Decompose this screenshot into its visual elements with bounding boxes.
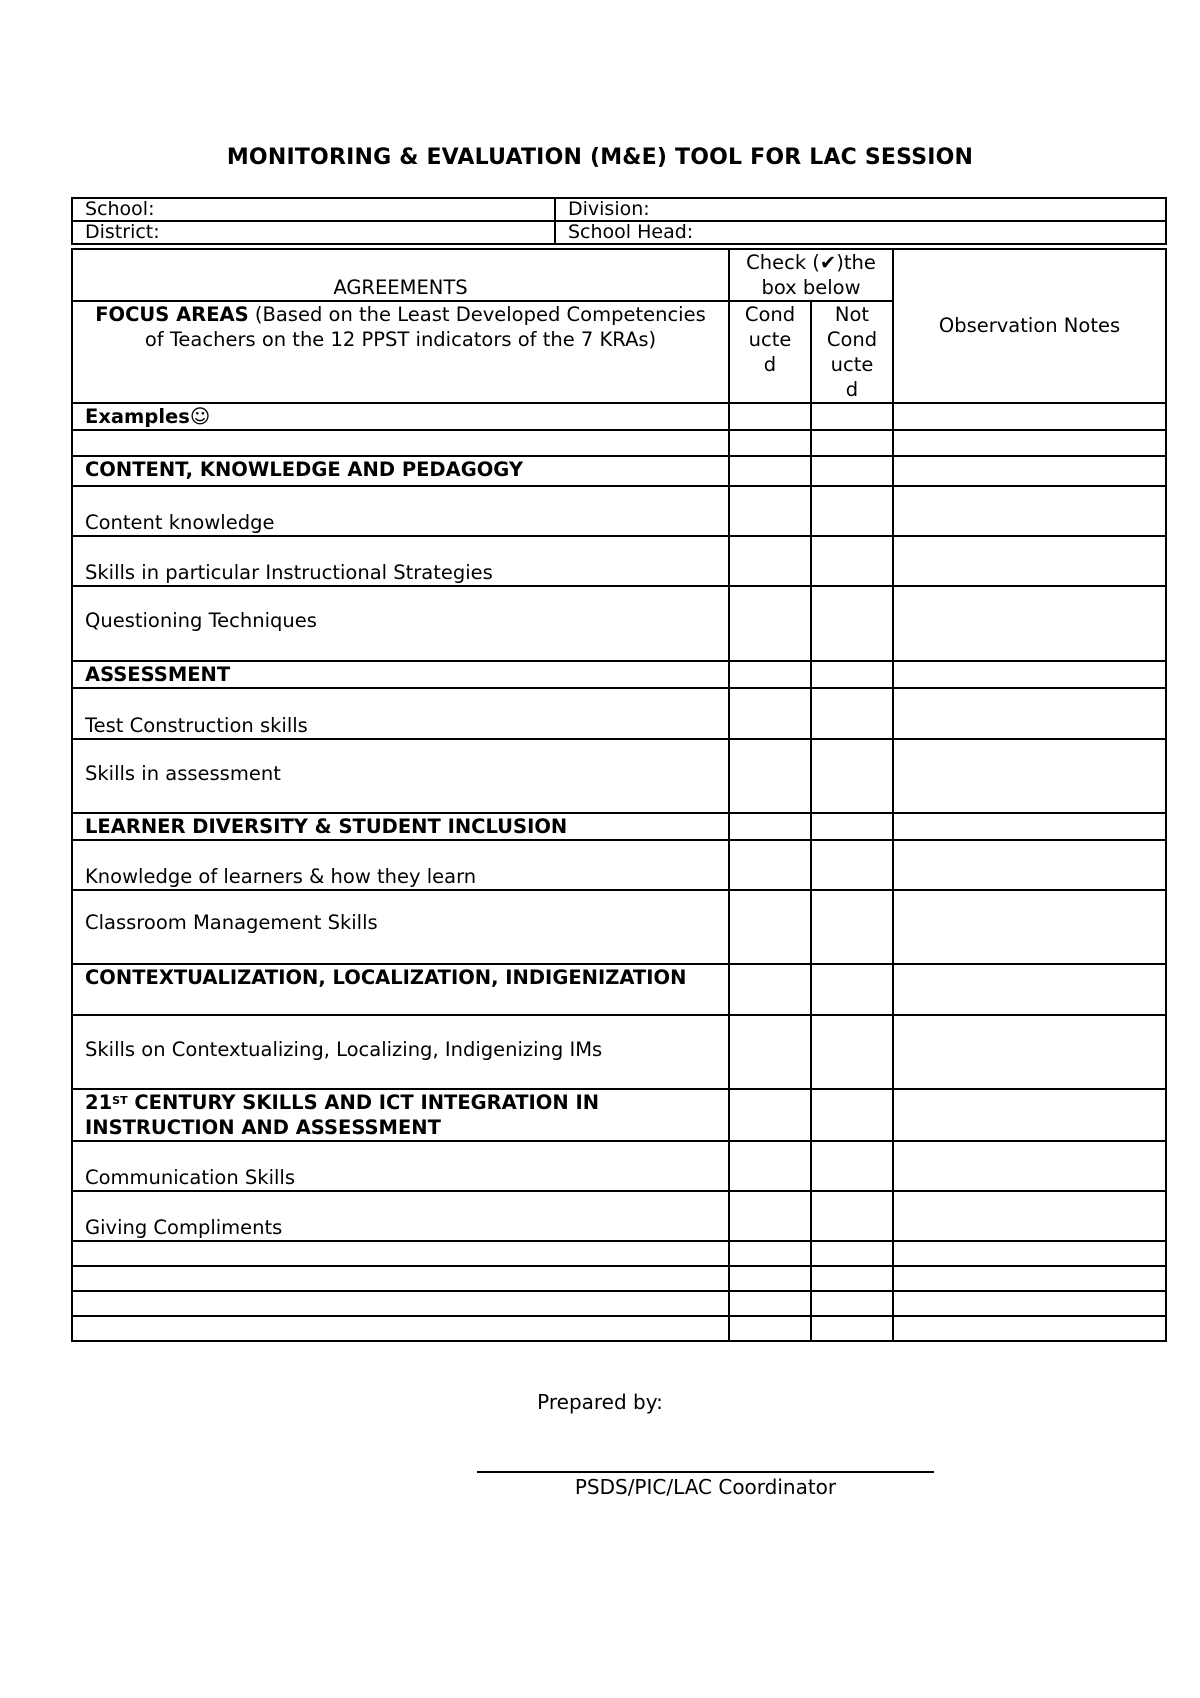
table-row [72,739,1166,813]
not-conducted-checkbox[interactable] [811,840,893,890]
table-row [72,430,1166,456]
not-conducted-checkbox[interactable] [811,661,893,688]
empty-cell[interactable] [72,1241,729,1266]
district-field[interactable]: District: [72,221,555,244]
not-conducted-checkbox[interactable] [811,403,893,430]
not-conducted-checkbox[interactable] [811,536,893,586]
check-header-line1: Check (✔)the [746,251,876,274]
observation-notes-cell[interactable] [893,890,1166,964]
focus-item: Communication Skills [72,1141,729,1191]
table-row [72,536,1166,586]
focus-item: Questioning Techniques [72,586,729,661]
not-conducted-checkbox[interactable] [811,1316,893,1341]
category-heading: CONTEXTUALIZATION, LOCALIZATION, INDIGENIZATION [72,964,729,1015]
agreements-header: AGREEMENTS [72,249,729,301]
empty-cell[interactable] [72,1266,729,1291]
table-row [72,890,1166,964]
not-conducted-checkbox[interactable] [811,890,893,964]
not-conducted-checkbox[interactable] [811,1191,893,1241]
table-row [72,1141,1166,1191]
conducted-checkbox[interactable] [729,890,811,964]
check-box-header [729,249,893,301]
school-info-table [71,197,1167,245]
conducted-checkbox[interactable] [729,1089,811,1141]
table-row [72,403,1166,430]
empty-cell [72,430,729,456]
signatory-role: PSDS/PIC/LAC Coordinator [574,1475,837,1499]
category-number: 21 [85,1091,113,1114]
observation-notes-header: Observation Notes [893,249,1166,403]
conducted-checkbox[interactable] [729,1191,811,1241]
table-row [72,688,1166,739]
page-title: MONITORING & EVALUATION (M&E) TOOL FOR LAC SESSION [226,145,974,170]
table-row [72,840,1166,890]
conducted-checkbox[interactable] [729,586,811,661]
not-conducted-checkbox[interactable] [811,586,893,661]
observation-notes-cell[interactable] [893,1291,1166,1316]
observation-notes-cell[interactable] [893,1015,1166,1089]
observation-notes-cell[interactable] [893,840,1166,890]
conducted-checkbox[interactable] [729,661,811,688]
conducted-line2: ucte [748,328,792,351]
table-row [72,964,1166,1015]
observation-notes-cell[interactable] [893,661,1166,688]
observation-notes-cell[interactable] [893,1241,1166,1266]
conducted-checkbox[interactable] [729,430,811,456]
conducted-checkbox[interactable] [729,688,811,739]
not-conducted-line4: d [845,378,859,401]
table-row [72,1266,1166,1291]
table-row [72,813,1166,840]
conducted-checkbox[interactable] [729,1015,811,1089]
category-ordinal: ST [112,1094,128,1107]
conducted-checkbox[interactable] [729,486,811,536]
conducted-checkbox[interactable] [729,403,811,430]
conducted-line1: Cond [744,303,796,326]
category-heading: LEARNER DIVERSITY & STUDENT INCLUSION [72,813,729,840]
focus-item: Giving Compliments [72,1191,729,1241]
focus-item: Classroom Management Skills [72,890,729,964]
conducted-header [729,301,811,403]
not-conducted-line3: ucte [830,353,874,376]
category-text: CENTURY SKILLS AND ICT INTEGRATION IN INSTRUCTION AND ASSESSMENT [85,1091,600,1139]
not-conducted-checkbox[interactable] [811,486,893,536]
focus-areas-header [72,301,729,403]
empty-cell[interactable] [72,1316,729,1341]
not-conducted-checkbox[interactable] [811,1241,893,1266]
table-row [72,456,1166,486]
not-conducted-checkbox[interactable] [811,1015,893,1089]
category-heading: ASSESSMENT [72,661,729,688]
not-conducted-checkbox[interactable] [811,1141,893,1191]
focus-item: Skills on Contextualizing, Localizing, Indigenizing IMs [72,1015,729,1089]
observation-notes-cell[interactable] [893,456,1166,486]
conducted-checkbox[interactable] [729,1241,811,1266]
not-conducted-checkbox[interactable] [811,1291,893,1316]
observation-notes-cell[interactable] [893,813,1166,840]
not-conducted-checkbox[interactable] [811,813,893,840]
school-head-field[interactable]: School Head: [555,221,1166,244]
focus-item: Skills in assessment [72,739,729,813]
check-header-line2: box below [761,276,861,299]
not-conducted-checkbox[interactable] [811,430,893,456]
observation-notes-cell[interactable] [893,964,1166,1015]
observation-notes-cell[interactable] [893,486,1166,536]
category-heading [72,1089,729,1141]
conducted-checkbox[interactable] [729,1141,811,1191]
observation-notes-cell[interactable] [893,1266,1166,1291]
conducted-checkbox[interactable] [729,536,811,586]
conducted-checkbox[interactable] [729,964,811,1015]
conducted-checkbox[interactable] [729,739,811,813]
prepared-by-text: Prepared by: [537,1390,663,1414]
table-row [72,1241,1166,1266]
division-field[interactable]: Division: [555,198,1166,221]
observation-notes-cell[interactable] [893,536,1166,586]
not-conducted-checkbox[interactable] [811,456,893,486]
signature-line[interactable] [477,1471,934,1473]
focus-item: Content knowledge [72,486,729,536]
table-row [72,586,1166,661]
not-conducted-checkbox[interactable] [811,688,893,739]
table-row [72,1316,1166,1341]
category-heading: CONTENT, KNOWLEDGE AND PEDAGOGY [72,456,729,486]
not-conducted-checkbox[interactable] [811,1266,893,1291]
school-field[interactable]: School: [72,198,555,221]
focus-item: Test Construction skills [72,688,729,739]
conducted-checkbox[interactable] [729,1291,811,1316]
not-conducted-checkbox[interactable] [811,739,893,813]
conducted-checkbox[interactable] [729,840,811,890]
focus-item: Skills in particular Instructional Strategies [72,536,729,586]
not-conducted-header [811,301,893,403]
observation-notes-cell[interactable] [893,1089,1166,1141]
conducted-checkbox[interactable] [729,1266,811,1291]
table-row [72,1015,1166,1089]
observation-notes-cell[interactable] [893,739,1166,813]
examples-label: Examples☺ [72,403,729,430]
focus-areas-description: (Based on the Least Developed Competencies of Teachers on the 12 PPST indicators of the 7 KRAs) [144,303,706,351]
table-row [72,1291,1166,1316]
observation-notes-cell[interactable] [893,430,1166,456]
focus-areas-label: FOCUS AREAS [95,303,249,326]
table-row [72,486,1166,536]
not-conducted-line1: Not [834,303,870,326]
not-conducted-checkbox[interactable] [811,964,893,1015]
empty-cell[interactable] [72,1291,729,1316]
conducted-checkbox[interactable] [729,1316,811,1341]
table-row [72,1191,1166,1241]
observation-notes-cell[interactable] [893,1316,1166,1341]
not-conducted-checkbox[interactable] [811,1089,893,1141]
observation-notes-cell[interactable] [893,586,1166,661]
observation-notes-cell[interactable] [893,403,1166,430]
prepared-by-label [0,1390,1200,1414]
table-row [72,661,1166,688]
not-conducted-line2: Cond [826,328,878,351]
focus-areas-table [71,248,1167,1342]
observation-notes-cell[interactable] [893,1141,1166,1191]
conducted-line3: d [763,353,777,376]
conducted-checkbox[interactable] [729,813,811,840]
observation-notes-cell[interactable] [893,688,1166,739]
observation-notes-cell[interactable] [893,1191,1166,1241]
focus-item: Knowledge of learners & how they learn [72,840,729,890]
conducted-checkbox[interactable] [729,456,811,486]
table-row [72,1089,1166,1141]
